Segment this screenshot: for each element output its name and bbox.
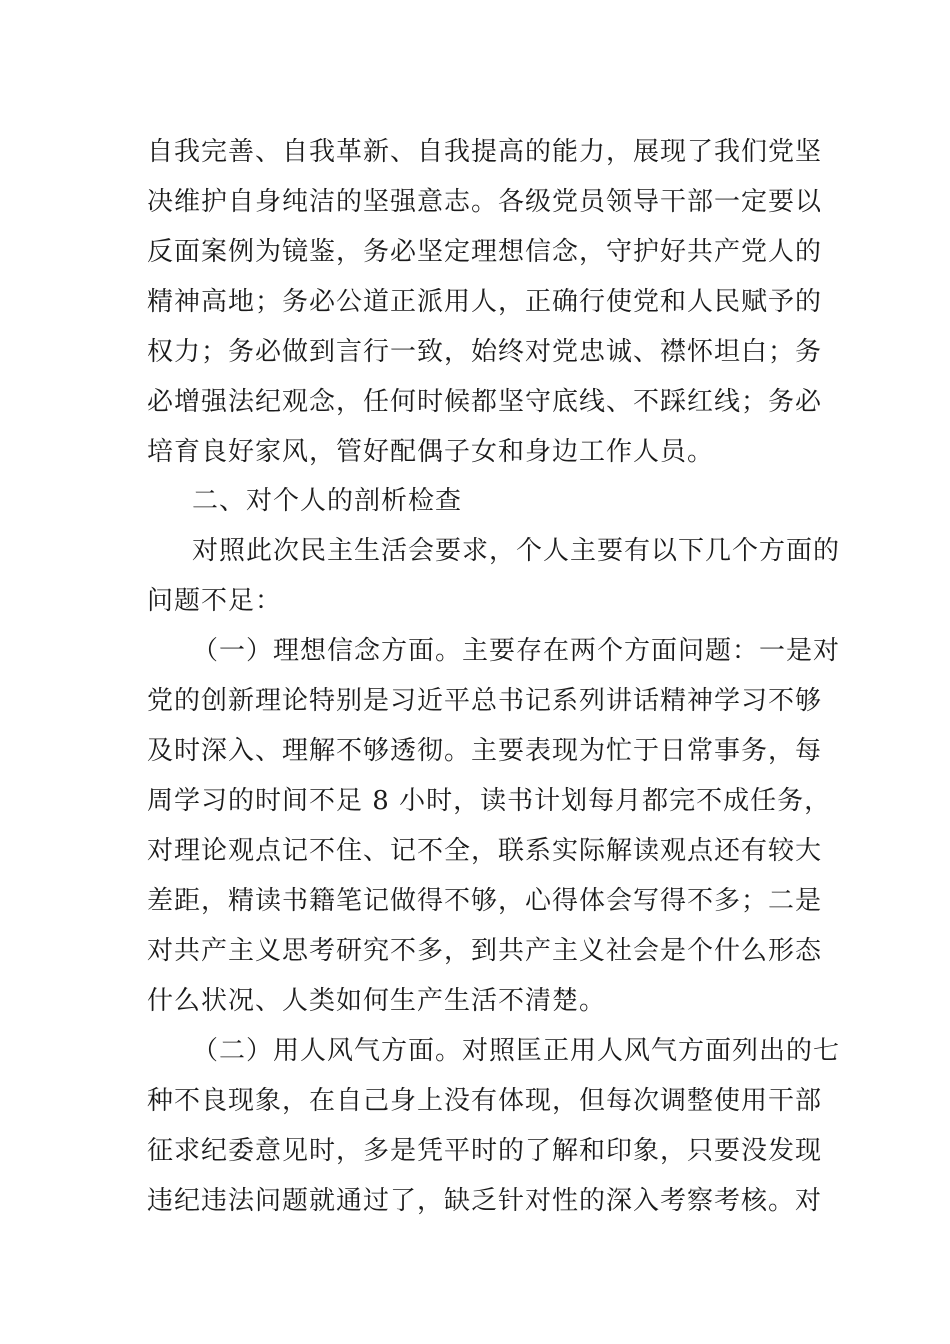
text-line: 权力；务必做到言行一致，始终对党忠诚、襟怀坦白；务 [147, 337, 823, 367]
text-line: 周学习的时间不足 8 小时，读书计划每月都完不成任务， [147, 786, 832, 816]
text-line: 精神高地；务必公道正派用人，正确行使党和人民赋予的 [147, 287, 823, 317]
text-line: 征求纪委意见时，多是凭平时的了解和印象，只要没发现 [147, 1136, 823, 1166]
subsection-line: （一）理想信念方面。主要存在两个方面问题：一是对 [192, 636, 841, 666]
text-line: 党的创新理论特别是习近平总书记系列讲话精神学习不够 [147, 686, 823, 716]
text-line: 自我完善、自我革新、自我提高的能力，展现了我们党坚 [147, 137, 823, 167]
subsection-line: （二）用人风气方面。对照匡正用人风气方面列出的七 [192, 1036, 841, 1066]
text-line: 差距，精读书籍笔记做得不够，心得体会写得不多；二是 [147, 886, 823, 916]
text-line: 反面案例为镜鉴，务必坚定理想信念，守护好共产党人的 [147, 237, 823, 267]
section-heading: 二、对个人的剖析检查 [192, 486, 463, 516]
text-line: 及时深入、理解不够透彻。主要表现为忙于日常事务，每 [147, 736, 823, 766]
text-line: 种不良现象，在自己身上没有体现，但每次调整使用干部 [147, 1086, 823, 1116]
text-line: 决维护自身纯洁的坚强意志。各级党员领导干部一定要以 [147, 187, 823, 217]
text-line: 必增强法纪观念，任何时候都坚守底线、不踩红线；务必 [147, 387, 823, 417]
text-line: 什么状况、人类如何生产生活不清楚。 [147, 986, 607, 1016]
text-line: 培育良好家风，管好配偶子女和身边工作人员。 [147, 437, 715, 467]
text-line: 对理论观点记不住、记不全，联系实际解读观点还有较大 [147, 836, 823, 866]
text-line: 问题不足： [147, 586, 283, 616]
text-line: 违纪违法问题就通过了，缺乏针对性的深入考察考核。对 [147, 1186, 823, 1216]
text-line: 对共产主义思考研究不多，到共产主义社会是个什么形态 [147, 936, 823, 966]
text-line: 对照此次民主生活会要求，个人主要有以下几个方面的 [192, 536, 841, 566]
